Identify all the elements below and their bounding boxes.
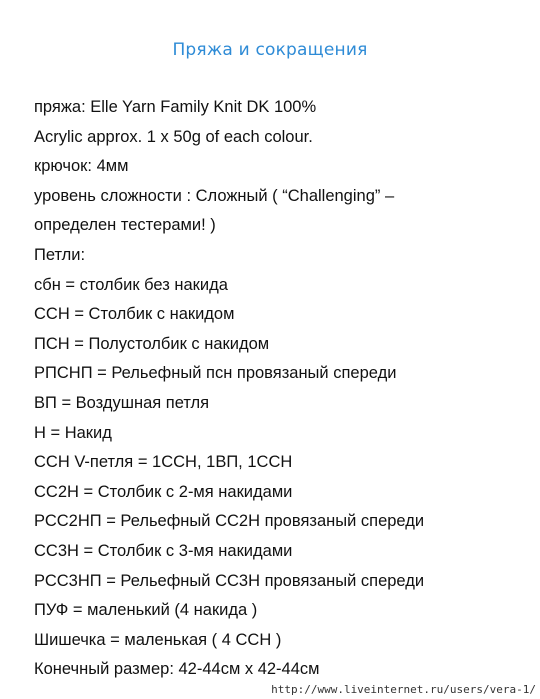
text-line: Конечный размер: 42-44см х 42-44см — [34, 660, 320, 679]
text-line: СС3Н = Столбик с 3-мя накидами — [34, 541, 293, 560]
text-line: уровень сложности : Сложный ( “Challenging” – — [34, 186, 395, 205]
text-line: СС2Н = Столбик с 2-мя накидами — [34, 482, 293, 501]
text-line: Н = Накид — [34, 423, 112, 442]
text-line: Acrylic approx. 1 x 50g of each colour. — [34, 127, 313, 146]
text-line: РСС2НП = Рельефный СС2Н провязаный спереди — [34, 512, 425, 531]
text-line: ПСН = Полустолбик с накидом — [34, 334, 270, 353]
text-line: пряжа: Elle Yarn Family Knit DK 100% — [34, 98, 317, 116]
abbreviation-list — [34, 93, 534, 685]
text-line: Петли: — [34, 245, 86, 264]
page-title: Пряжа и сокращения — [172, 40, 368, 60]
text-line: сбн = столбик без накида — [34, 275, 228, 294]
text-line: ССН = Столбик с накидом — [34, 305, 235, 324]
text-line: ПУФ = маленький (4 накида ) — [34, 601, 258, 620]
text-line: крючок: 4мм — [34, 157, 129, 176]
text-line: ССН V-петля = 1ССН, 1ВП, 1ССН — [34, 453, 293, 472]
text-line: определен тестерами! ) — [34, 216, 216, 235]
text-line: ВП = Воздушная петля — [34, 393, 210, 412]
text-line: РСС3НП = Рельефный СС3Н провязаный спереди — [34, 571, 425, 590]
text-line: РПСНП = Рельефный псн провязаный спереди — [34, 364, 397, 383]
watermark-url: http://www.liveinternet.ru/users/vera-1/ — [271, 683, 536, 696]
text-line: Шишечка = маленькая ( 4 ССН ) — [34, 630, 282, 649]
